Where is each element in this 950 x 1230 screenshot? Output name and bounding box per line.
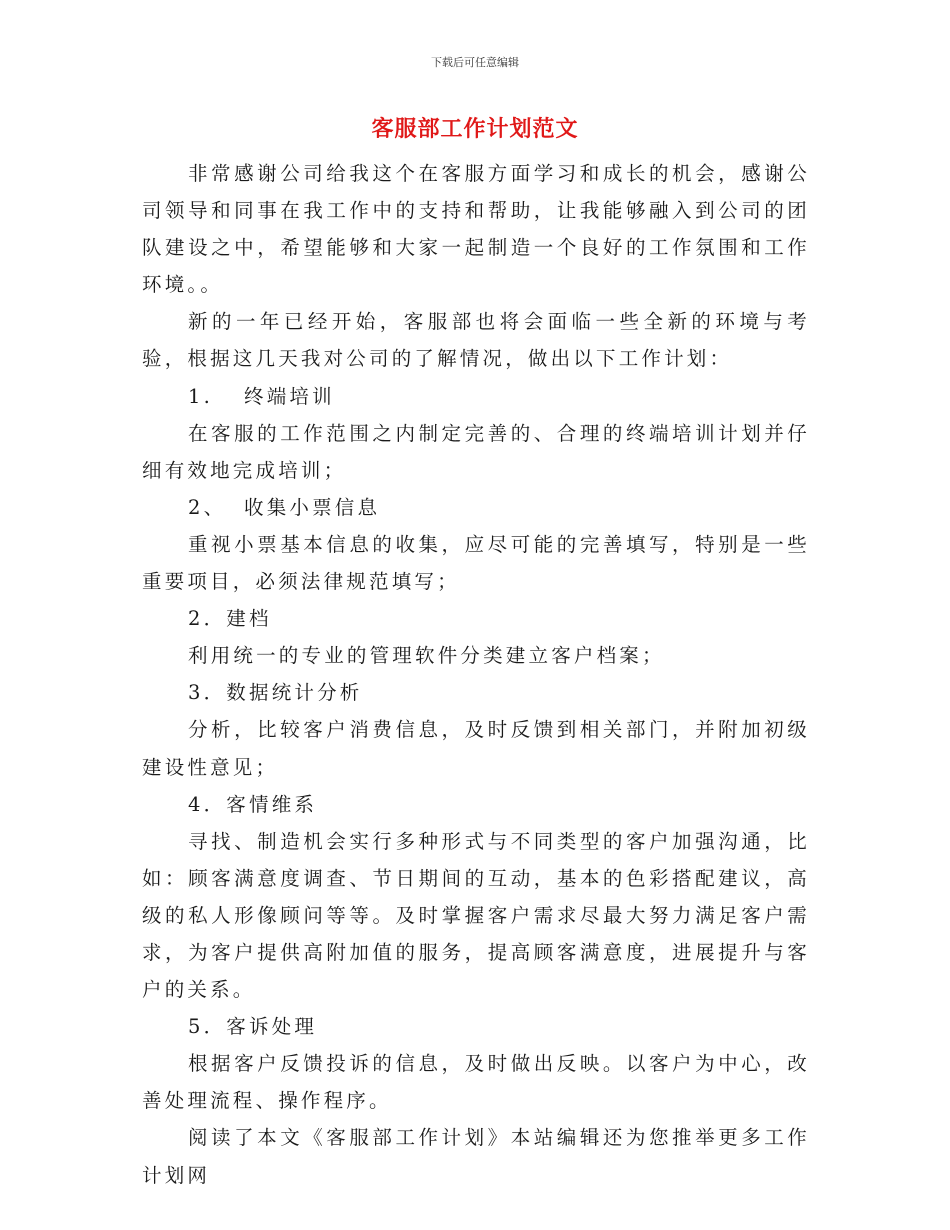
- item-1-title: 终端培训: [244, 384, 335, 408]
- item-1-heading: [142, 378, 810, 415]
- header-note: 下载后可任意编辑: [431, 56, 519, 69]
- item-6-heading: 5．客诉处理: [188, 1015, 318, 1039]
- item-3-body: 利用统一的专业的管理软件分类建立客户档案；: [188, 644, 665, 668]
- item-1-body: 在客服的工作范围之内制定完善的、合理的终端培训计划并仔细有效地完成培训；: [142, 421, 810, 482]
- item-5-body: 寻找、制造机会实行多种形式与不同类型的客户加强沟通，比如：顾客满意度调查、节日期间的互动，基本的色彩搭配建议，高级的私人形像顾问等等。及时掌握客户需求尽最大努力满足客户需求，为客户提供高附加值的服务，提高顾客满意度，进展提升与客户的关系。: [142, 829, 810, 1002]
- item-3-heading: 2．建档: [188, 607, 272, 631]
- document-body: [142, 155, 810, 1194]
- item-4-heading: 3．数据统计分析: [188, 681, 363, 705]
- item-2-number: 2、: [188, 495, 227, 519]
- item-5-heading: 4．客情维系: [188, 792, 318, 816]
- item-6-body: 根据客户反馈投诉的信息，及时做出反映。以客户为中心，改善处理流程、操作程序。: [142, 1052, 810, 1113]
- item-4-body: 分析，比较客户消费信息，及时反馈到相关部门，并附加初级建设性意见；: [142, 718, 810, 779]
- document-title: 客服部工作计划范文: [371, 116, 579, 142]
- closing-paragraph: 阅读了本文《客服部工作计划》本站编辑还为您推举更多工作计划网: [142, 1126, 810, 1187]
- intro-paragraph: 非常感谢公司给我这个在客服方面学习和成长的机会，感谢公司领导和同事在我工作中的支持和帮助，让我能够融入到公司的团队建设之中，希望能够和大家一起制造一个良好的工作氛围和工作环境。。: [142, 162, 810, 297]
- item-1-number: 1.: [188, 384, 214, 408]
- new-year-paragraph: 新的一年已经开始，客服部也将会面临一些全新的环境与考验，根据这几天我对公司的了解情况，做出以下工作计划：: [142, 310, 810, 371]
- item-2-title: 收集小票信息: [244, 495, 381, 519]
- item-2-heading: [142, 489, 810, 526]
- item-2-body: 重视小票基本信息的收集，应尽可能的完善填写，特别是一些重要项目，必须法律规范填写；: [142, 532, 810, 594]
